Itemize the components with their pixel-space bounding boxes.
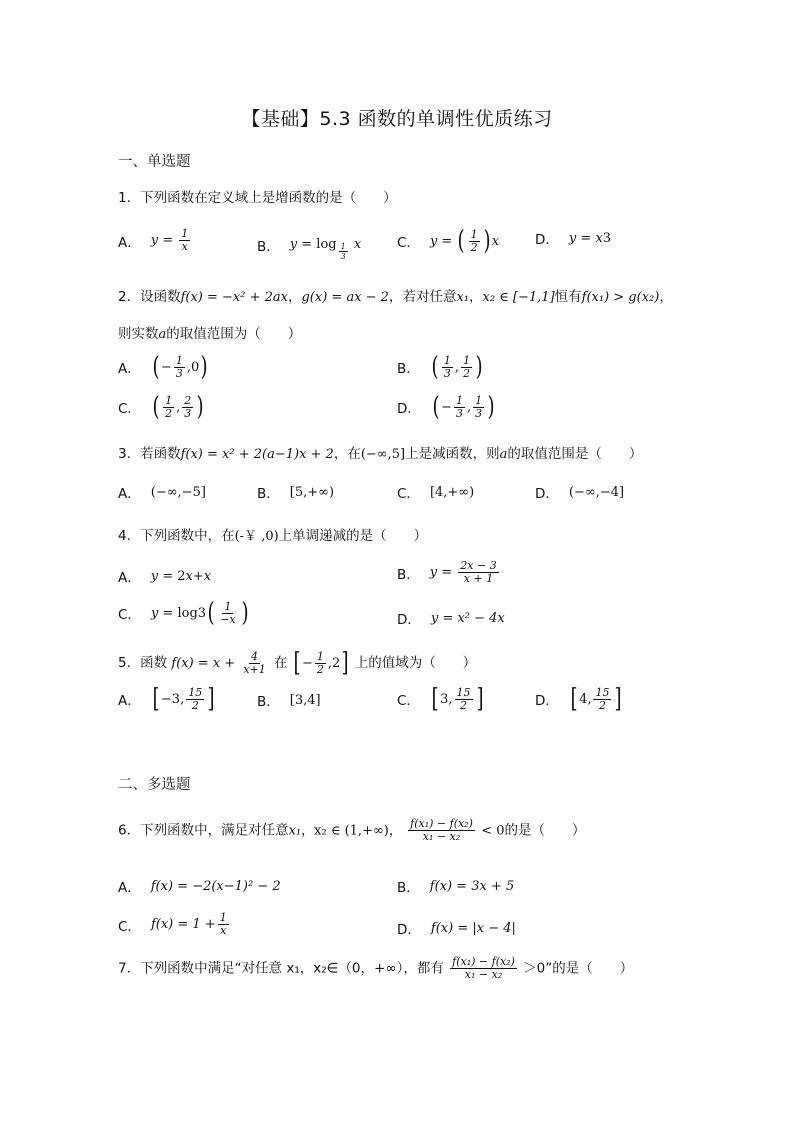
question-4-option-c: C． y = log 3 ( $\frac{1}{-x}$ ) (118, 598, 249, 628)
question-1-option-c: C． y = ( $\frac{1}{2}$ ) x (397, 226, 500, 256)
question-6-option-d: D． f(x) = |x − 4| (397, 920, 516, 938)
question-4-stem: 4．下列函数中，在(-￥ ,0)上单调递减的是（ ） (118, 528, 428, 544)
question-6-stem: 6．下列函数中，满足对任意x₁，x₂ ∈ (1,+∞)， $\frac{\text{f(x₁) − f(x₂)}}{\text{x₁ − x₂}}$ < 0的是（ ） (118, 817, 586, 843)
question-5-option-c: C． [ 3, $\frac{15}{2}$ ] (397, 684, 484, 714)
question-6-option-b: B． f(x) = 3x + 5 (397, 878, 515, 896)
question-6-option-a: A． f(x) = −2(x−1)² − 2 (118, 878, 281, 896)
option-label: C． (397, 235, 420, 251)
option-label: B． (257, 238, 280, 255)
question-1-option-a: A． y = $\frac{1}{x}$ (118, 227, 189, 253)
question-3-option-d: D． (−∞,−4] (535, 484, 625, 502)
question-6-option-c: C． f(x) = 1 + $\frac{1}{x}$ (118, 911, 227, 937)
question-4-option-d: D． y = x² − 4x (397, 610, 505, 628)
question-5-option-b: B． [3,4] (257, 692, 321, 710)
question-4-option-a: A． y = 2 x+x (118, 568, 212, 586)
question-3-option-c: C． [4,+∞) (397, 484, 475, 502)
question-3-stem: 3．若函数f(x) = x² + 2(a−1)x + 2，在(−∞,5]上是减函数，则a的取值范围是（ ） (118, 446, 643, 462)
question-2-option-d: D． ( − $\frac{1}{3}$ , $\frac{1}{3}$ ) (397, 392, 495, 422)
question-7-stem: 7．下列函数中满足“对任意 x₁，x₂∈（0，+∞），都有 $\frac{\text{f(x₁) − f(x₂)}}{\text{x₁ − x₂}}$ ＞0”的是（ ） (118, 955, 634, 981)
option-label: A． (118, 234, 141, 251)
question-2-stem-line2: 则实数a的取值范围为（ ） (118, 326, 302, 342)
question-3-option-a: A． (−∞,−5] (118, 484, 206, 502)
question-1-option-d: D． y = x 3 (535, 228, 611, 248)
question-2-option-b: B． ( $\frac{1}{3}$ , $\frac{1}{2}$ ) (397, 352, 483, 382)
question-3-option-b: B． [5,+∞) (257, 484, 335, 502)
question-5-stem: 5．函数 f(x) = x + $\frac{4}{x+1}$ 在 [ − $\frac{1}{2}$ ,2] 上的值域为（ ） (118, 648, 477, 678)
question-5-option-d: D． [ 4, $\frac{15}{2}$ ] (535, 684, 623, 714)
question-2-stem: 2．设函数f(x) = −x² + 2ax，g(x) = ax − 2，若对任意x₁，x₂ ∈ [−1,1]恒有f(x₁) > g(x₂)， (118, 289, 673, 305)
math-g: g(x) = ax − 2 (301, 290, 389, 305)
question-4-option-b: B． y = $\frac{2x - 3}{x + 1}$ (397, 559, 497, 585)
section-heading-multi: 二、多选题 (118, 777, 191, 793)
question-2-option-c: C． ( $\frac{1}{2}$ , $\frac{2}{3}$ ) (118, 392, 204, 422)
question-2-option-a: A． ( − $\frac{1}{3}$ ,0 ) (118, 352, 208, 382)
option-label: D． (535, 232, 559, 248)
question-5-option-a: A． [ −3, $\frac{15}{2}$ ] (118, 684, 215, 714)
math-f: f(x) = −x² + 2ax (180, 290, 288, 305)
page-title: 【基础】5.3 函数的单调性优质练习 (241, 108, 553, 130)
section-heading-single: 一、单选题 (118, 154, 191, 170)
question-1-option-b: B． y = log $\frac{1}{3}$ x (257, 228, 361, 261)
question-1-stem: 1．下列函数在定义域上是增函数的是（ ） (118, 190, 397, 206)
